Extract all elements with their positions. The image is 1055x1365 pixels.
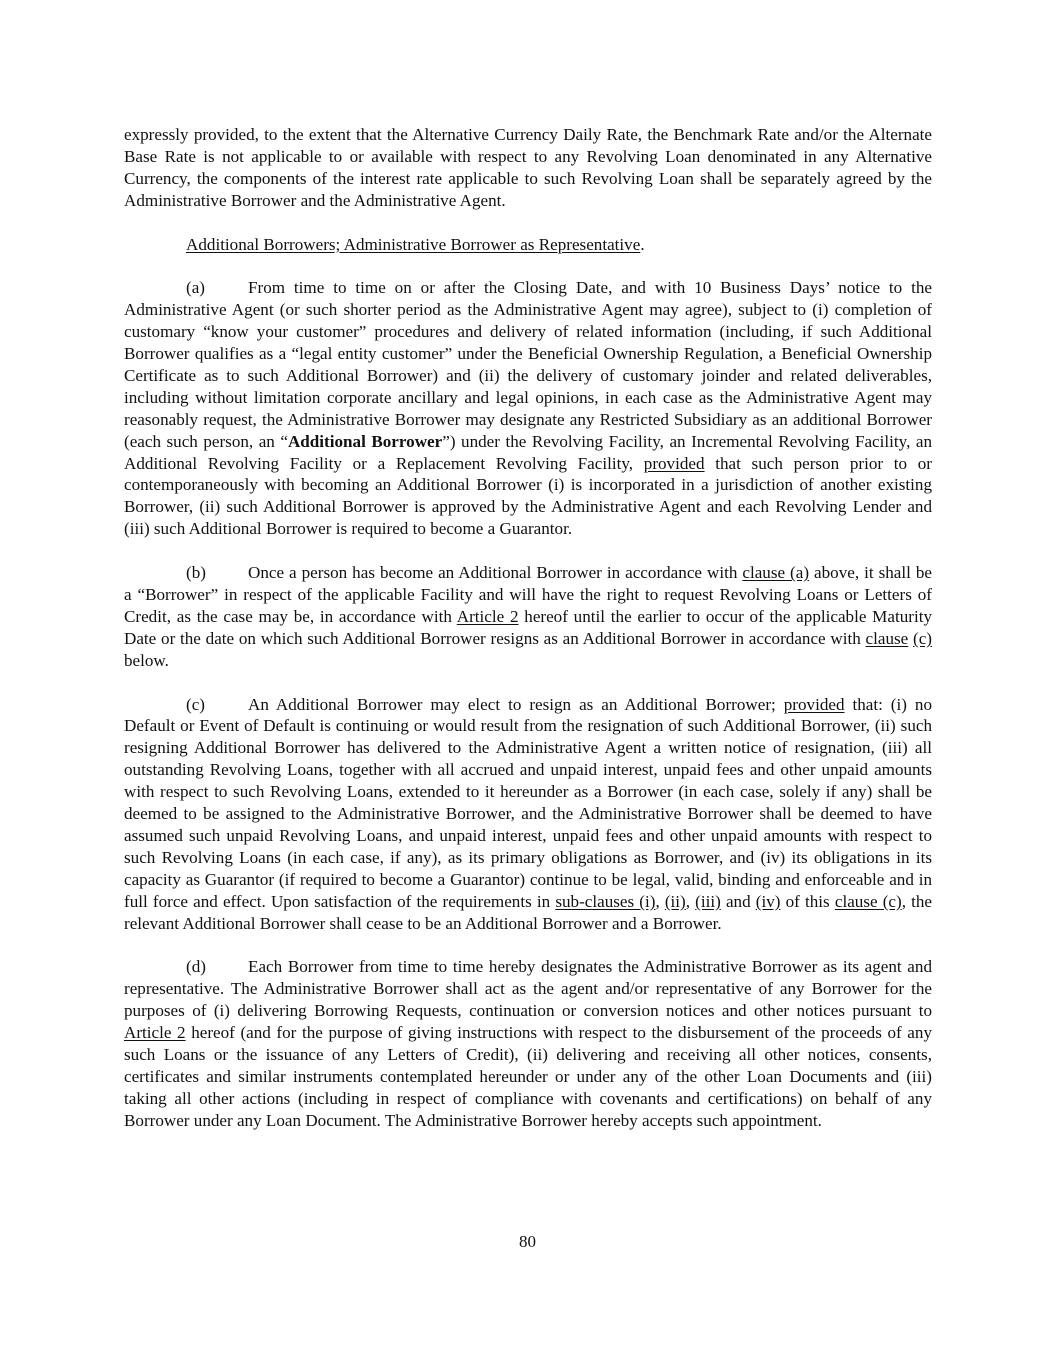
clause-c-reference: (c) — [913, 628, 933, 648]
sub-clause-iii-reference: (iii) — [695, 891, 721, 911]
intro-paragraph: expressly provided, to the extent that the Alternative Currency Daily Rate, the Benchmark Rate and/or the Alternate Base Rate is not applicable to or available with respect to any Revolving Loan denominated in any Alternative Currency, the components of the interest rate applicable to such Revolving Loan shall be separately agreed by the Administrative Borrower and the Administrative Agent. — [124, 125, 932, 210]
section-heading-title: Additional Borrowers; Administrative Borrower as Representative — [186, 234, 641, 254]
paragraph-c: (c) An Additional Borrower may elect to resign as an Additional Borrower; provided that: (i) no Default or Event of Default is continuing or would result from the resignation of such Additional Borrower, (ii) such resigning Additional Borrower has delivered to the Administrative Agent a written notice of resignation, (iii) all outstanding Revolving Loans, together with all accrued and unpaid interest, unpaid fees and other unpaid amounts with respect to such Revolving Loans, extended to it hereunder as a Borrower (in each case, solely if any) shall be deemed to be assigned to the Administrative Borrower, and the Administrative Borrower shall be deemed to have assumed such unpaid Revolving Loans, and unpaid interest, unpaid fees and other unpaid amounts with respect to such Revolving Loans (in each case, if any), as its primary obligations as Borrower, and (iv) its obligations in its capacity as Guarantor (if required to become a Guarantor) continue to be legal, valid, binding and enforceable and in full force and effect. Upon satisfaction of the requirements in sub-clauses (i), (ii), (iii) and (iv) of this clause (c), the relevant Additional Borrower shall cease to be an Additional Borrower and a Borrower. — [124, 694, 932, 933]
provided-term: provided — [783, 694, 845, 714]
section-heading: Additional Borrowers; Administrative Borrower as Representative. — [186, 234, 645, 254]
paragraph-b-label: (b) — [186, 563, 206, 583]
provided-term: provided — [643, 453, 705, 473]
defined-term-additional-borrower: Additional Borrower — [287, 431, 443, 451]
paragraph-d-label: (d) — [186, 957, 206, 977]
sub-clause-i-reference: sub-clauses (i) — [555, 891, 656, 911]
document-page — [124, 124, 932, 1154]
paragraph-a-label: (a) — [186, 278, 205, 298]
article-2-reference: Article 2 — [124, 1023, 186, 1043]
paragraph-c-label: (c) — [186, 694, 205, 714]
clause-reference: clause — [865, 628, 909, 648]
sub-clause-iv-reference: (iv) — [755, 891, 781, 911]
paragraph-b: (b) Once a person has become an Additional Borrower in accordance with clause (a) above, it shall be a “Borrower” in respect of the applicable Facility and will have the right to request Revolving Loans or Letters of Credit, as the case may be, in accordance with Article 2 hereof until the earlier to occur of the applicable Maturity Date or the date on which such Additional Borrower resigns as an Additional Borrower in accordance with clause (c) below. — [124, 563, 933, 670]
paragraph-d: (d) Each Borrower from time to time hereby designates the Administrative Borrower as its agent and representative. The Administrative Borrower shall act as the agent and/or representative of any Borrower for the purposes of (i) delivering Borrowing Requests, continuation or conversion notices and other notices pursuant to Article 2 hereof (and for the purpose of giving instructions with respect to the disbursement of the proceeds of any such Loans or the issuance of any Letters of Credit), (ii) delivering and receiving all other notices, consents, certificates and similar instruments contemplated hereunder or under any of the other Loan Documents and (iii) taking all other actions (including in respect of compliance with covenants and certifications) on behalf of any Borrower under any Loan Document. The Administrative Borrower hereby accepts such appointment. — [124, 957, 932, 1130]
clause-c-reference: clause (c) — [834, 891, 902, 911]
paragraph-a: (a) From time to time on or after the Closing Date, and with 10 Business Days’ notice to the Administrative Agent (or such shorter period as the Administrative Agent may agree), subject to (i) completion of customary “know your customer” procedures and delivery of related information (including, if such Additional Borrower qualifies as a “legal entity customer” under the Beneficial Ownership Regulation, a Beneficial Ownership Certificate as to such Additional Borrower) and (ii) the delivery of customary joinder and related deliverables, including without limitation corporate ancillary and legal opinions, in each case as the Administrative Agent may reasonably request, the Administrative Borrower may designate any Restricted Subsidiary as an additional Borrower (each such person, an “Additional Borrower”) under the Revolving Facility, an Incremental Revolving Facility, an Additional Revolving Facility or a Replacement Revolving Facility, provided that such person prior to or contemporaneously with becoming an Additional Borrower (i) is incorporated in a jurisdiction of another existing Borrower, (ii) such Additional Borrower is approved by the Administrative Agent and each Revolving Lender and (iii) such Additional Borrower is required to become a Guarantor. — [124, 278, 932, 539]
article-2-reference: Article 2 — [456, 606, 519, 626]
page-number: 80 — [519, 1232, 536, 1251]
clause-a-reference: clause (a) — [742, 563, 810, 583]
sub-clause-ii-reference: (ii) — [664, 891, 686, 911]
